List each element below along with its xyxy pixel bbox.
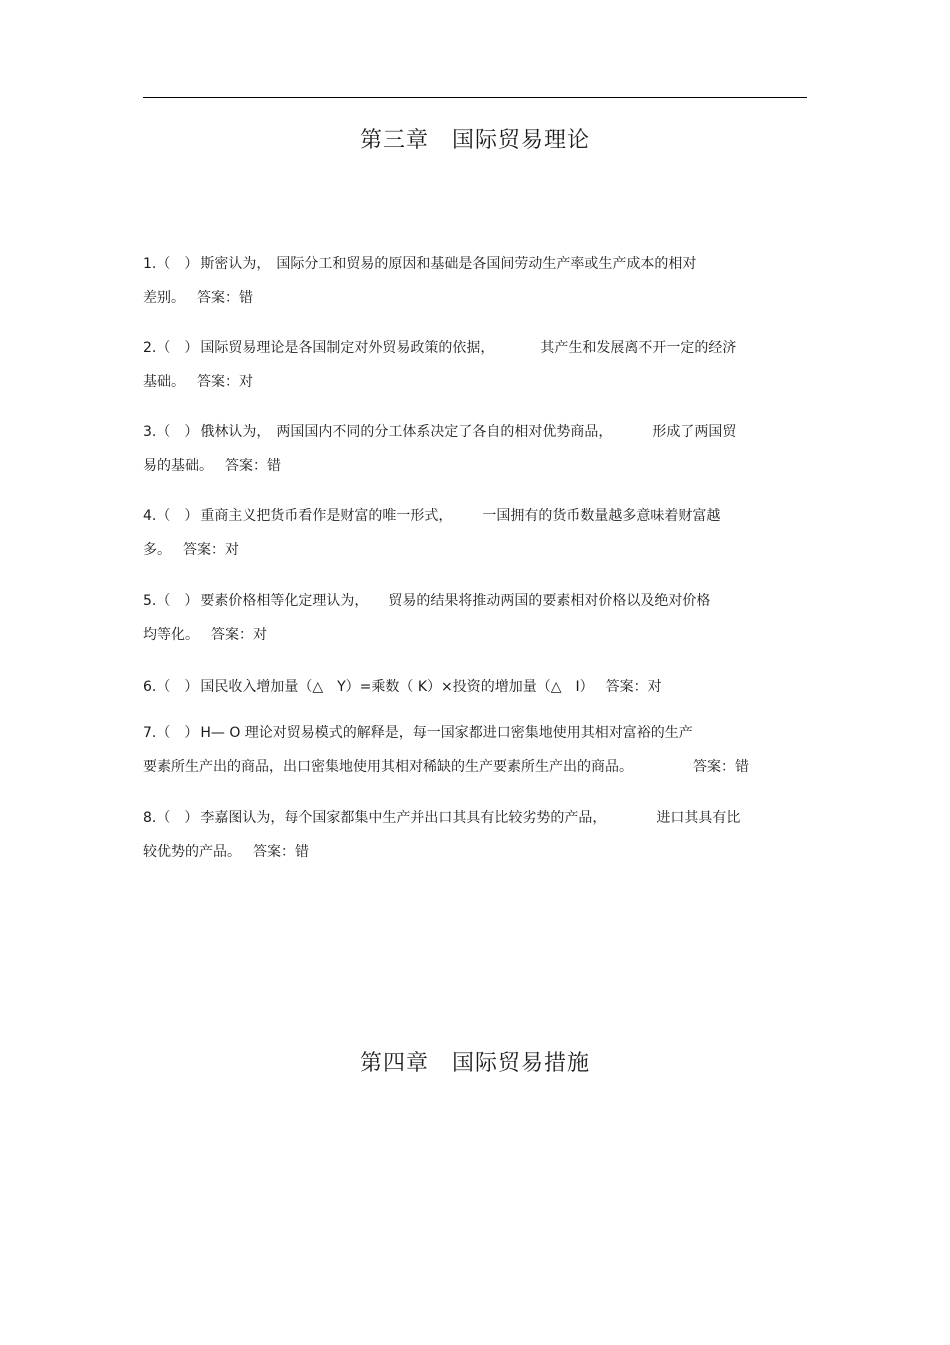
chapter-title-4: 第四章 国际贸易措施 [359,1051,590,1076]
question-number: 2. [143,340,157,356]
question-number: 8. [143,810,157,826]
question-text: 形成了两国贸 [652,424,737,440]
question-text: 国民收入增加量（△ Y）=乘数（ K）×投资的增加量（△ I） [200,679,594,695]
question-1 [143,247,807,315]
answer-label: 答案： [253,844,295,860]
question-number: 1. [143,256,157,272]
question-text: 李嘉图认为，每个国家都集中生产并出口其具有比较劣势的产品， [200,810,607,826]
answer-value: 错 [735,759,749,775]
answer-value: 错 [267,458,281,474]
question-text: 其产生和发展离不开一定的经济 [540,340,737,356]
header-rule [143,97,807,98]
answer-blank: （ ） [156,424,199,440]
question-text: 俄林认为， [200,424,271,440]
answer-blank: （ ） [156,508,199,524]
answer-blank: （ ） [156,679,199,695]
question-text: 较优势的产品。 [143,844,241,860]
answer-blank: （ ） [156,256,199,272]
chapter-title-3: 第三章 国际贸易理论 [359,128,590,153]
question-text: 国际分工和贸易的原因和基础是各国间劳动生产率或生产成本的相对 [276,256,697,272]
question-text: 进口其具有比 [656,810,741,826]
answer-value: 对 [253,627,267,643]
question-text: 两国国内不同的分工体系决定了各自的相对优势商品， [276,424,613,440]
question-2 [143,331,807,399]
question-3 [143,415,807,483]
answer-label: 答案： [211,627,253,643]
answer-value: 错 [295,844,309,860]
question-text: 差别。 [143,290,185,306]
question-text: 基础。 [143,374,185,390]
answer-value: 对 [239,374,253,390]
question-number: 5. [143,593,157,609]
answer-label: 答案： [197,290,239,306]
question-number: 7. [143,725,157,741]
answer-blank: （ ） [156,593,199,609]
answer-label: 答案： [183,542,225,558]
question-text: 一国拥有的货币数量越多意味着财富越 [482,508,721,524]
question-text: 斯密认为， [200,256,271,272]
answer-blank: （ ） [156,725,199,741]
question-text: 均等化。 [143,627,199,643]
question-text: 多。 [143,542,171,558]
answer-label: 答案： [693,759,735,775]
answer-value: 错 [239,290,253,306]
question-text: 易的基础。 [143,458,213,474]
question-5 [143,584,807,652]
answer-blank: （ ） [156,340,199,356]
question-6 [143,670,807,704]
answer-label: 答案： [225,458,267,474]
answer-value: 对 [225,542,239,558]
question-8 [143,801,807,869]
question-text: 国际贸易理论是各国制定对外贸易政策的依据， [200,340,495,356]
answer-label: 答案： [605,679,648,695]
question-7 [143,716,807,784]
question-4 [143,499,807,567]
question-text: 贸易的结果将推动两国的要素相对价格以及绝对价格 [388,593,711,609]
question-text: 要素所生产出的商品，出口密集地使用其相对稀缺的生产要素所生产出的商品。 [143,759,633,775]
question-number: 4. [143,508,157,524]
question-text: 要素价格相等化定理认为， [200,593,369,609]
question-text: 重商主义把货币看作是财富的唯一形式， [200,508,453,524]
question-number: 6. [143,679,157,695]
answer-blank: （ ） [156,810,199,826]
answer-value: 对 [647,679,662,695]
question-number: 3. [143,424,157,440]
answer-label: 答案： [197,374,239,390]
question-text: H— O 理论对贸易模式的解释是，每一国家都进口密集地使用其相对富裕的生产 [200,725,693,741]
